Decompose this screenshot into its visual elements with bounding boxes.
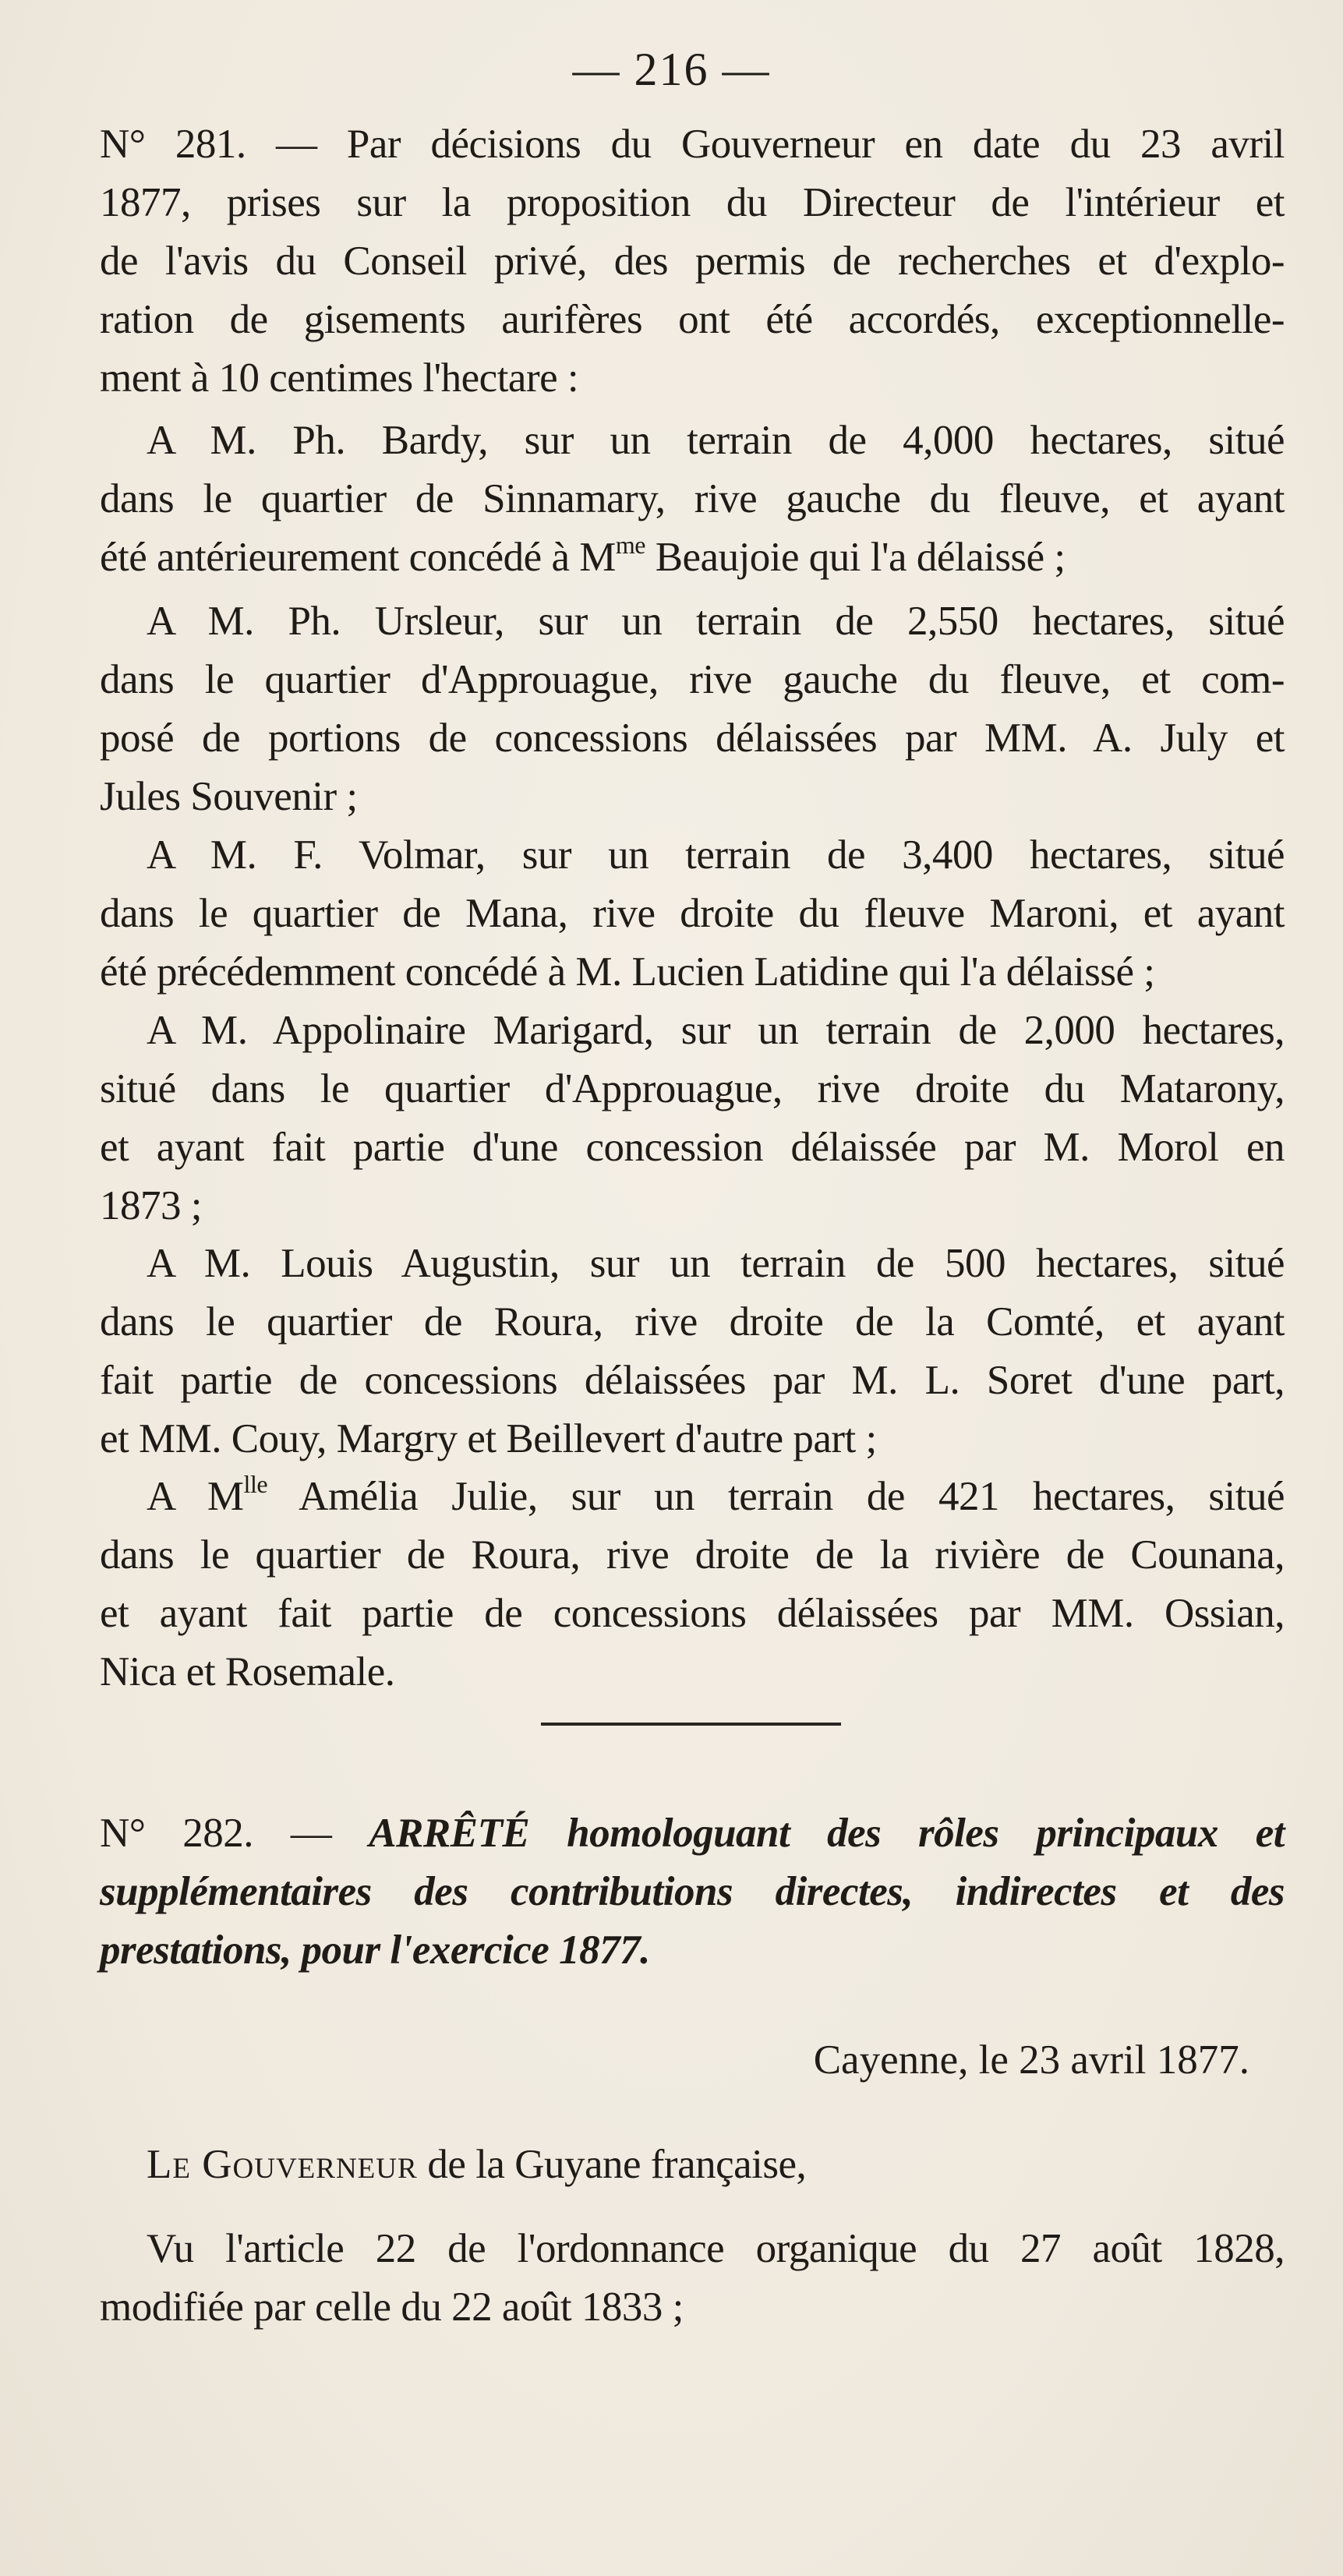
arrete-title: prestations, pour l'exercice 1877. (100, 1928, 650, 1973)
superscript: lle (243, 1470, 268, 1498)
arrete-title: supplémentaires des contributions directes, indirectes et des (100, 1869, 1285, 1914)
text-line: dans le quartier de Roura, rive droite de la Comté, et ayant (100, 1299, 1285, 1345)
text-line: dans le quartier d'Approuague, rive gauche du fleuve, et com- (100, 657, 1285, 702)
text-line: A M. Ph. Ursleur, sur un terrain de 2,550 hectares, situé (147, 599, 1285, 644)
text-line: de l'avis du Conseil privé, des permis de recherches et d'explo- (100, 239, 1285, 284)
text-line: été antérieurement concédé à $M^{me}$ Beaujoie qui l'a délaissé ; (100, 531, 1066, 580)
text-line: Nica et Rosemale. (100, 1649, 395, 1694)
text-line: dans le quartier de Roura, rive droite de la rivière de Counana, (100, 1532, 1285, 1578)
text-line: fait partie de concessions délaissées par M. L. Soret d'une part, (100, 1358, 1285, 1403)
governor-title: Le Gouverneur (147, 2142, 418, 2187)
text-line: et MM. Couy, Margry et Beillevert d'autre part ; (100, 1416, 877, 1461)
text-line: Jules Souvenir ; (100, 774, 358, 819)
text-line: ment à 10 centimes l'hectare : (100, 355, 579, 401)
text-line: 1873 ; (100, 1183, 202, 1228)
text-line: A $M^{lle}$ Amélia Julie, sur un terrain de 421 hectares, situé (147, 1470, 1285, 1519)
text-line: et ayant fait partie d'une concession délaissée par M. Morol en (100, 1125, 1285, 1170)
text-line: Vu l'article 22 de l'ordonnance organique du 27 août 1828, (147, 2226, 1285, 2271)
text-line: 1877, prises sur la proposition du Directeur de l'intérieur et (100, 180, 1285, 225)
text-line: modifiée par celle du 22 août 1833 ; (100, 2284, 684, 2330)
text-line: et ayant fait partie de concessions délaissées par MM. Ossian, (100, 1591, 1285, 1636)
grant-paragraph-volmar (100, 826, 1285, 1002)
text-line: A M. Louis Augustin, sur un terrain de 500 hectares, situé (147, 1241, 1285, 1286)
text-line: dans le quartier de Mana, rive droite du fleuve Maroni, et ayant (100, 891, 1285, 936)
text-line: Le Gouverneur de la Guyane française, (147, 2142, 807, 2187)
vu-paragraph (100, 2220, 1285, 2337)
arrete-number: N° 282. — (100, 1811, 369, 1856)
text-line: A M. F. Volmar, sur un terrain de 3,400 hectares, situé (147, 832, 1285, 878)
text-line: posé de portions de concessions délaissées par MM. A. July et (100, 716, 1285, 761)
text-line: N° 281. — Par décisions du Gouverneur en date du 23 avril (100, 122, 1285, 167)
text-line: situé dans le quartier d'Approuague, rive droite du Matarony, (100, 1066, 1285, 1111)
text-line: dans le quartier de Sinnamary, rive gauche du fleuve, et ayant (100, 476, 1285, 521)
grant-paragraph-ursleur (100, 592, 1285, 826)
dateline: Cayenne, le 23 avril 1877. (813, 2037, 1249, 2083)
text-line: A M. Ph. Bardy, sur un terrain de 4,000 hectares, situé (147, 418, 1285, 463)
grant-paragraph-augustin (100, 1235, 1285, 1468)
text-line (100, 1804, 1285, 1863)
text-line: ration de gisements aurifères ont été accordés, exceptionnelle- (100, 297, 1285, 342)
arrete-title: ARRÊTÉ homologuant des rôles principaux et (369, 1811, 1285, 1856)
text-line: été précédemment concédé à M. Lucien Latidine qui l'a délaissé ; (100, 949, 1155, 995)
decision-281-intro (100, 115, 1285, 408)
grant-paragraph-bardy (100, 412, 1285, 587)
arrete-282-heading (100, 1804, 1285, 1980)
grant-paragraph-marigard (100, 1002, 1285, 1235)
page-number: — 216 — (572, 44, 771, 95)
grant-paragraph-amelia-julie (100, 1468, 1285, 1701)
superscript: me (615, 531, 645, 559)
section-divider (541, 1723, 841, 1726)
text-line: A M. Appolinaire Marigard, sur un terrain de 2,000 hectares, (147, 1008, 1285, 1053)
governor-line (100, 2136, 1285, 2194)
